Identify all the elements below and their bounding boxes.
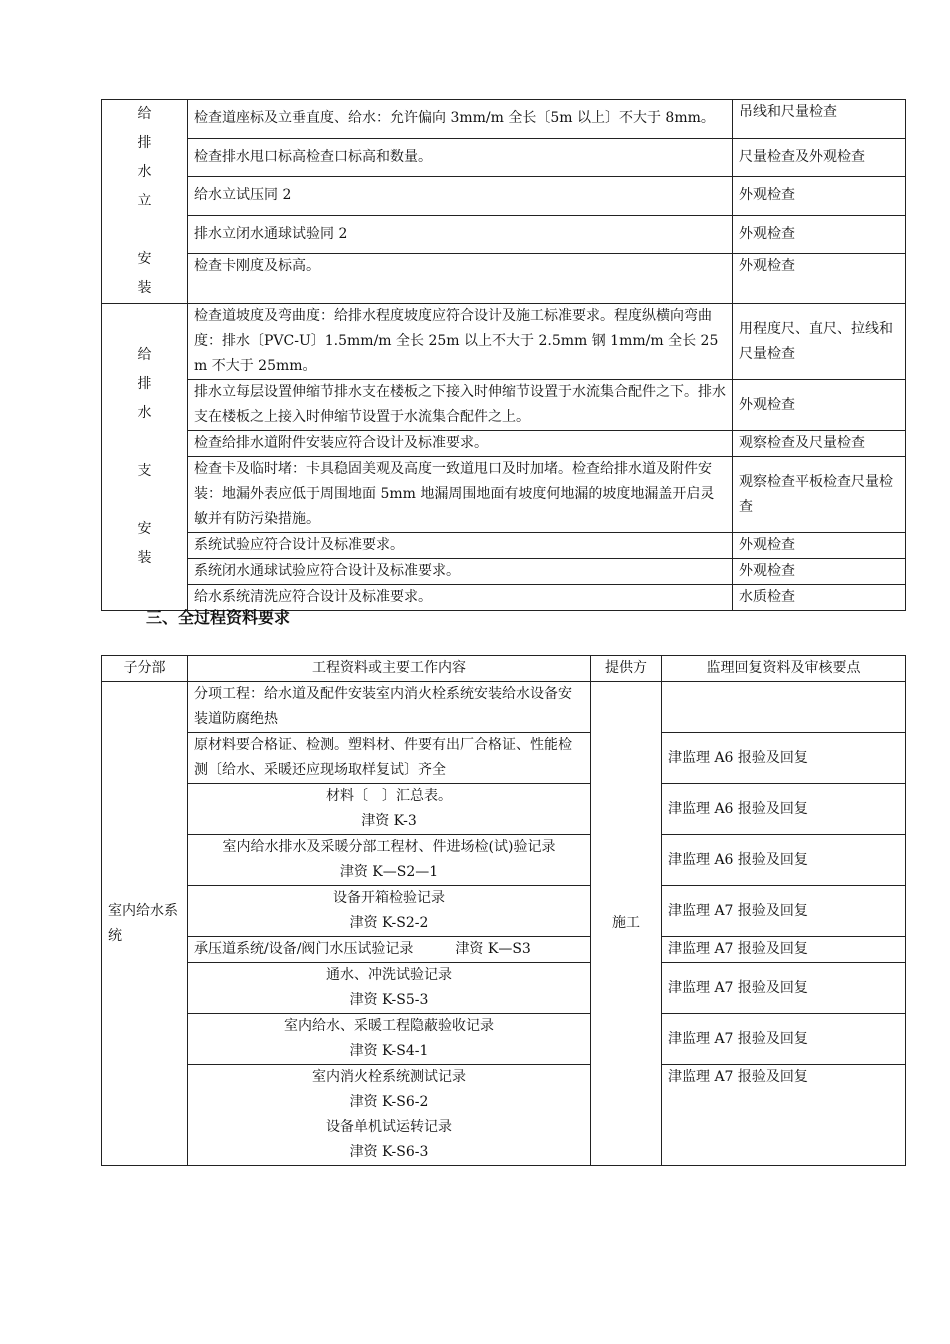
- content-cell: 材料〔 〕汇总表。 津资 K-3: [188, 784, 591, 835]
- content-cell: 室内给水排水及采暖分部工程材、件进场检(试)验记录 津资 K—S2—1: [188, 835, 591, 886]
- inspection-item: 检查卡刚度及标高。: [188, 254, 733, 304]
- inspection-item: 系统闭水通球试验应符合设计及标准要求。: [188, 559, 733, 585]
- section-title: 三、全过程资料要求: [146, 608, 291, 627]
- inspection-item: 检查排水甩口标高检查口标高和数量。: [188, 138, 733, 177]
- inspection-item: 排水立每层设置伸缩节排水支在楼板之下接入时伸缩节设置于水流集合配件之下。排水支在楼板之上接入时伸缩节设置于水流集合配件之上。: [188, 380, 733, 431]
- review-cell: 津监理 A7 报验及回复: [662, 886, 906, 937]
- table-row: [102, 937, 906, 963]
- content-cell: 室内给水、采暖工程隐蔽验收记录 津资 K-S4-1: [188, 1014, 591, 1065]
- inspection-item: 检查给排水道附件安装应符合设计及标准要求。: [188, 431, 733, 457]
- inspection-method: 尺量检查及外观检查: [733, 138, 906, 177]
- inspection-method: 外观检查: [733, 254, 906, 304]
- table-row: [102, 380, 906, 431]
- table-row: [102, 138, 906, 177]
- table-row: [102, 835, 906, 886]
- provider-cell: 施工: [591, 682, 662, 1166]
- review-cell: 津监理 A7 报验及回复: [662, 1065, 906, 1166]
- column-header: 监理回复资料及审核要点: [662, 656, 906, 682]
- table-row: [102, 784, 906, 835]
- table-row: [102, 254, 906, 304]
- table-row: [102, 215, 906, 254]
- inspection-method: 用程度尺、直尺、拉线和尺量检查: [733, 304, 906, 380]
- table-row: [102, 733, 906, 784]
- column-header: 工程资料或主要工作内容: [188, 656, 591, 682]
- inspection-item: 排水立闭水通球试验同 2: [188, 215, 733, 254]
- table-row: [102, 100, 906, 139]
- inspection-method: 吊线和尺量检查: [733, 100, 906, 139]
- table-row: [102, 1065, 906, 1166]
- table-row: [102, 533, 906, 559]
- review-cell: 津监理 A7 报验及回复: [662, 1014, 906, 1065]
- column-header: 子分部: [102, 656, 188, 682]
- table-row: [102, 304, 906, 380]
- inspection-item: 检查道坡度及弯曲度：给排水程度坡度应符合设计及施工标准要求。程度纵横向弯曲度：排水〔PVC-U〕1.5mm/m 全长 25m 以上不大于 2.5mm 钢 1mm/m 全长 25m 不大于 25mm。: [188, 304, 733, 380]
- inspection-method: 水质检查: [733, 585, 906, 611]
- group-label-riser: 给 排 水 立 安 装: [102, 100, 188, 304]
- inspection-table: [101, 99, 906, 611]
- table-row: [102, 682, 906, 733]
- table-row: [102, 1014, 906, 1065]
- table-row: [102, 177, 906, 216]
- table-row: [102, 431, 906, 457]
- content-cell: 室内消火栓系统测试记录 津资 K-S6-2 设备单机试运转记录 津资 K-S6-3: [188, 1065, 591, 1166]
- content-cell: 承压道系统/设备/阀门水压试验记录 津资 K—S3: [188, 937, 591, 963]
- review-cell: 津监理 A6 报验及回复: [662, 733, 906, 784]
- content-cell: 通水、冲洗试验记录 津资 K-S5-3: [188, 963, 591, 1014]
- inspection-method: 外观检查: [733, 380, 906, 431]
- table-row: [102, 886, 906, 937]
- review-cell: 津监理 A7 报验及回复: [662, 963, 906, 1014]
- review-cell: 津监理 A7 报验及回复: [662, 937, 906, 963]
- inspection-method: 外观检查: [733, 215, 906, 254]
- inspection-item: 给水立试压同 2: [188, 177, 733, 216]
- inspection-method: 外观检查: [733, 559, 906, 585]
- document-requirements-table: [101, 655, 906, 1166]
- inspection-method: 观察检查平板检查尺量检查: [733, 457, 906, 533]
- content-cell: 分项工程：给水道及配件安装室内消火栓系统安装给水设备安装道防腐绝热: [188, 682, 591, 733]
- table-row: [102, 963, 906, 1014]
- inspection-method: 外观检查: [733, 533, 906, 559]
- content-cell: 设备开箱检验记录 津资 K-S2-2: [188, 886, 591, 937]
- table-row: [102, 457, 906, 533]
- review-cell: [662, 682, 906, 733]
- inspection-item: 检查道座标及立垂直度、给水：允许偏向 3mm/m 全长〔5m 以上〕不大于 8mm。: [188, 100, 733, 139]
- review-cell: 津监理 A6 报验及回复: [662, 784, 906, 835]
- column-header: 提供方: [591, 656, 662, 682]
- inspection-method: 观察检查及尺量检查: [733, 431, 906, 457]
- table-header-row: [102, 656, 906, 682]
- review-cell: 津监理 A6 报验及回复: [662, 835, 906, 886]
- content-cell: 原材料要合格证、检测。塑料材、件要有出厂合格证、性能检测〔给水、采暖还应现场取样复试〕齐全: [188, 733, 591, 784]
- inspection-item: 系统试验应符合设计及标准要求。: [188, 533, 733, 559]
- inspection-method: 外观检查: [733, 177, 906, 216]
- inspection-item: 检查卡及临时堵：卡具稳固美观及高度一致道甩口及时加堵。检查给排水道及附件安装：地漏外表应低于周围地面 5mm 地漏周围地面有坡度何地漏的坡度地漏盖开启灵敏并有防污染措施。: [188, 457, 733, 533]
- group-label-branch: 给 排 水 支 安 装: [102, 304, 188, 611]
- subdivision-cell: 室内给水系统: [102, 682, 188, 1166]
- table-row: [102, 559, 906, 585]
- inspection-item: 给水系统清洗应符合设计及标准要求。: [188, 585, 733, 611]
